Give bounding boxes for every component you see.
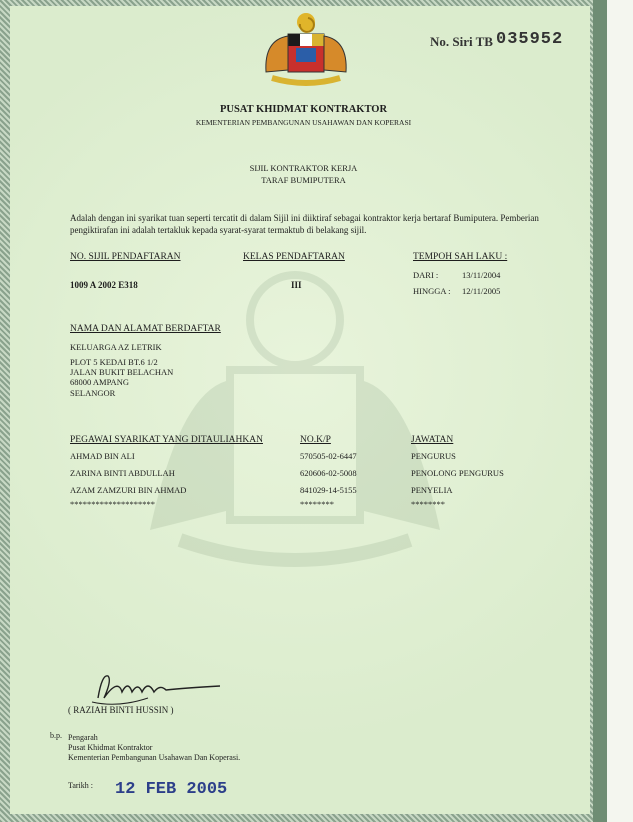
officer-ic: 620606-02-5008 [300, 468, 357, 478]
officer-name: ZARINA BINTI ABDULLAH [70, 468, 175, 478]
officer-position: PENYELIA [411, 485, 453, 495]
certificate-paragraph: Adalah dengan ini syarikat tuan seperti tercatit di dalam Sijil ini diiktiraf sebagai kontraktor kerja bertaraf Bumiputera. Pemberian pengiktirafan ini adalah tertakluk kepada syarat-syarat termaktub di belakang sijil. [70, 213, 539, 235]
reg-no-value: 1009 A 2002 E318 [70, 280, 138, 290]
date-stamp: 12 FEB 2005 [115, 780, 228, 799]
officers-name-header: PEGAWAI SYARIKAT YANG DITAULIAHKAN [70, 435, 263, 445]
address-line: KELUARGA AZ LETRIK [70, 342, 162, 352]
coat-of-arms-icon [258, 10, 354, 88]
reg-no-label: NO. SIJIL PENDAFTARAN [70, 252, 181, 262]
officer-name: AZAM ZAMZURI BIN AHMAD [70, 485, 187, 495]
officer-name: ******************** [70, 499, 155, 509]
from-value: 13/11/2004 [462, 270, 501, 280]
address-line: 68000 AMPANG [70, 377, 129, 387]
address-line: SELANGOR [70, 388, 116, 398]
reg-class-label: KELAS PENDAFTARAN [243, 252, 345, 262]
organization-name: PUSAT KHIDMAT KONTRAKTOR [219, 104, 388, 115]
bp-label: b.p. [50, 731, 62, 740]
address-line: JALAN BUKIT BELACHAN [70, 367, 174, 377]
officers-ic-header: NO.K/P [300, 435, 331, 445]
from-label: DARI : [413, 270, 439, 280]
officer-name: AHMAD BIN ALI [70, 451, 135, 461]
officer-position: PENGURUS [411, 451, 456, 461]
officer-ic: 841029-14-5155 [300, 485, 357, 495]
address-line: PLOT 5 KEDAI BT.6 1/2 [70, 357, 158, 367]
officer-position: PENOLONG PENGURUS [411, 468, 504, 478]
watermark-crest-icon [120, 250, 470, 580]
certificate-title-1: SIJIL KONTRAKTOR KERJA [249, 163, 358, 173]
officer-ic: ******** [300, 499, 334, 509]
date-label: Tarikh : [68, 781, 93, 790]
officers-position-header: JAWATAN [411, 435, 454, 445]
serial-label: No. Siri TB [430, 34, 493, 49]
signatory-title: Pengarah [68, 733, 98, 742]
validity-label: TEMPOH SAH LAKU : [413, 252, 508, 262]
serial-number: 035952 [496, 30, 564, 49]
officer-position: ******** [411, 499, 445, 509]
to-value: 12/11/2005 [462, 286, 501, 296]
reg-class-value: III [291, 280, 302, 290]
to-label: HINGGA : [413, 286, 451, 296]
signature-icon [88, 668, 228, 710]
ministry-name: KEMENTERIAN PEMBANGUNAN USAHAWAN DAN KOPERASI [195, 118, 412, 127]
address-label: NAMA DAN ALAMAT BERDAFTAR [70, 324, 221, 334]
certificate-title-2: TARAF BUMIPUTERA [261, 175, 346, 185]
signatory-ministry: Kementerian Pembangunan Usahawan Dan Koperasi. [68, 753, 241, 762]
signatory-name: ( RAZIAH BINTI HUSSIN ) [68, 705, 174, 715]
officer-ic: 570505-02-6447 [300, 451, 357, 461]
signatory-org: Pusat Khidmat Kontraktor [68, 743, 153, 752]
